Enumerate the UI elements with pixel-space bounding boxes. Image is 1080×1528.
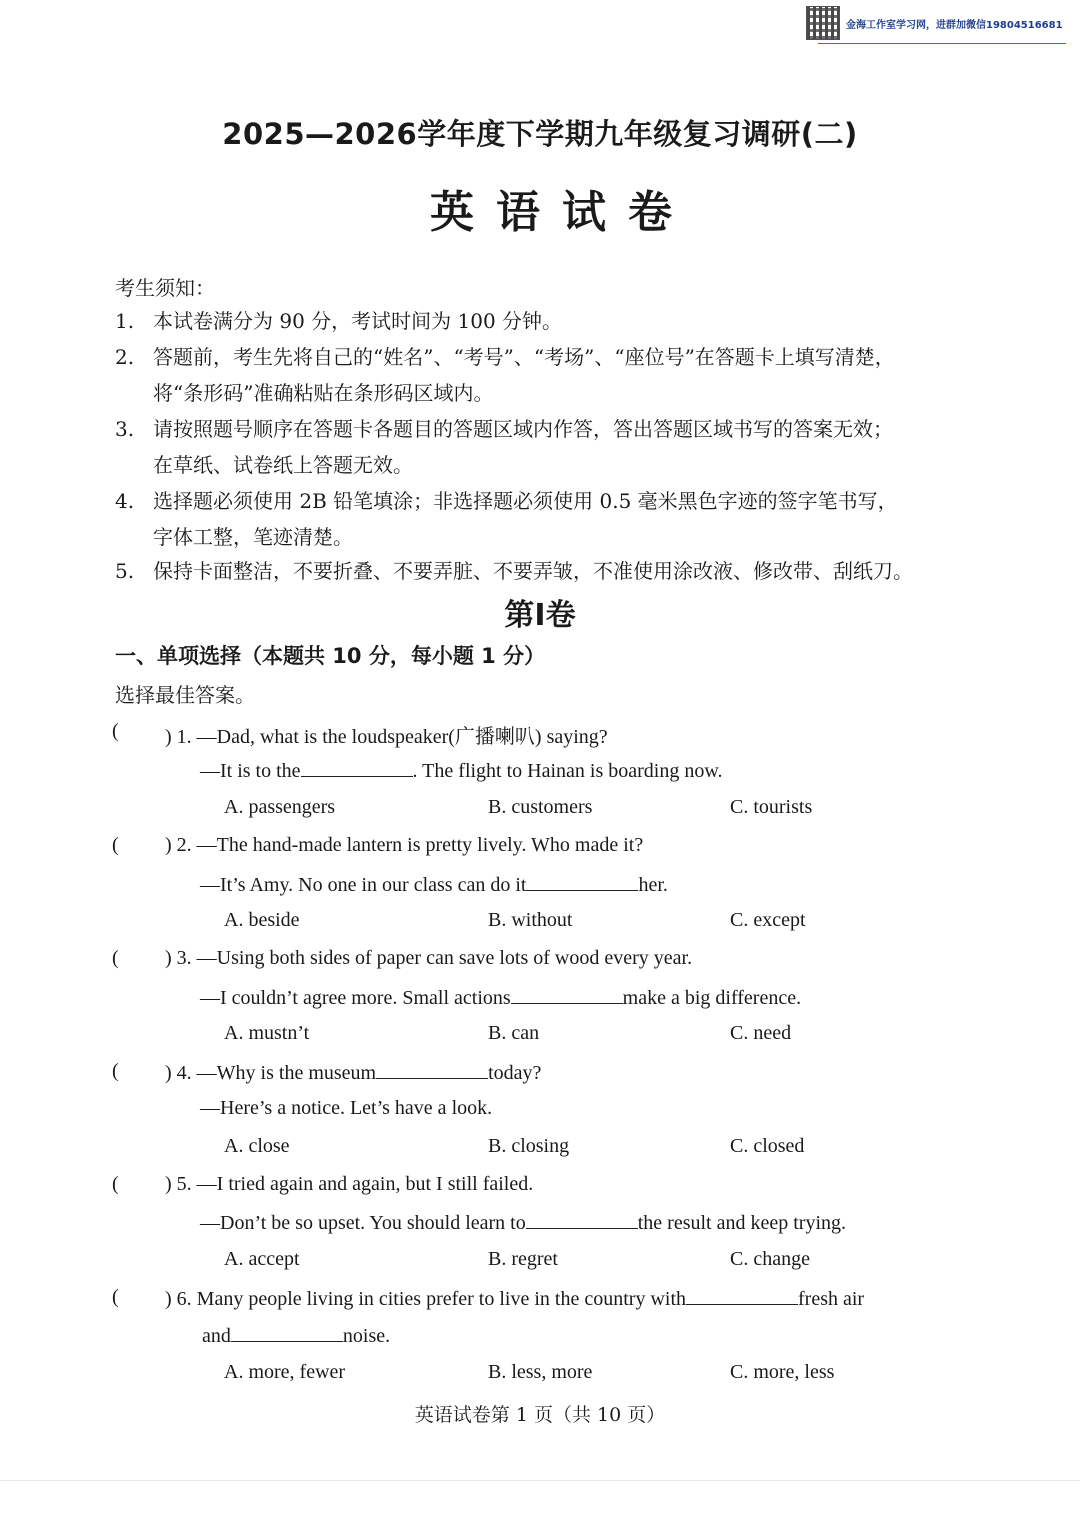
question-text: today? [488, 1062, 542, 1084]
question-number: ) 2. [165, 834, 192, 856]
exam-title: 2025—2026学年度下学期九年级复习调研(二) [222, 117, 858, 151]
question-number: ) 6. [165, 1288, 192, 1310]
question-number: ) 5. [165, 1173, 192, 1195]
answer-paren: ( [112, 1286, 119, 1308]
question-4-stem [165, 1060, 541, 1085]
answer-paren: ( [112, 1060, 119, 1082]
option-b: B. closing [488, 1135, 570, 1157]
response-text: make a big difference. [622, 987, 802, 1009]
option-a: A. more, fewer [224, 1361, 346, 1383]
page-bottom-divider [0, 1480, 1080, 1481]
answer-blank [511, 985, 623, 1004]
question-text: fresh air [798, 1288, 865, 1310]
option-a: A. mustn’t [224, 1022, 310, 1044]
option-c: C. closed [730, 1135, 805, 1157]
question-text: noise. [342, 1325, 391, 1347]
section-title: 一、单项选择（本题共 10 分，每小题 1 分） [115, 644, 546, 668]
question-number: ) 3. [165, 947, 192, 969]
notice-text: 保持卡面整洁，不要折叠、不要弄脏、不要弄皱，不准使用涂改液、修改带、刮纸刀。 [153, 559, 913, 583]
answer-paren: ( [112, 834, 119, 856]
question-5-stem [165, 1173, 533, 1196]
option-a: A. beside [224, 909, 300, 931]
response-text: —Don’t be so upset. You should learn to [200, 1212, 526, 1234]
question-number: ) 4. [165, 1062, 192, 1084]
option-a: A. close [224, 1135, 290, 1157]
question-number: ) 1. [165, 726, 192, 748]
subject-title: 英语试卷 [430, 187, 694, 238]
question-text: Many people living in cities prefer to live in the country with [196, 1288, 686, 1310]
response-text: —It is to the [200, 760, 301, 782]
notice-number: 5. [115, 559, 135, 583]
notice-text: 答题前，考生先将自己的“姓名”、“考号”、“考场”、“座位号”在答题卡上填写清楚， [153, 345, 895, 369]
question-6-stem [165, 1286, 864, 1311]
question-text: —Dad, what is the loudspeaker(广播喇叭) saying? [196, 726, 608, 748]
option-b: B. without [488, 909, 573, 931]
option-a: A. passengers [224, 796, 336, 818]
option-a: A. accept [224, 1248, 300, 1270]
option-c: C. tourists [730, 796, 813, 818]
answer-blank [686, 1286, 798, 1305]
question-1-stem [165, 720, 608, 749]
question-3-response [200, 985, 801, 1010]
question-4-response [200, 1097, 492, 1120]
notice-number: 1. [115, 309, 135, 333]
answer-paren: ( [112, 1173, 119, 1195]
notice-text: 将“条形码”准确粘贴在条形码区域内。 [153, 381, 494, 405]
answer-blank [526, 872, 638, 891]
notice-number: 4. [115, 489, 135, 513]
option-b: B. regret [488, 1248, 558, 1270]
question-1-response [200, 758, 723, 783]
response-text: —Here’s a notice. Let’s have a look. [200, 1097, 493, 1119]
option-c: C. except [730, 909, 806, 931]
question-3-stem [165, 947, 692, 970]
question-2-response [200, 872, 668, 897]
page-footer: 英语试卷第 1 页（共 10 页） [414, 1404, 666, 1426]
question-2-stem [165, 834, 643, 857]
notice-text: 选择题必须使用 2B 铅笔填涂；非选择题必须使用 0.5 毫米黑色字迹的签字笔书写， [153, 489, 898, 513]
notice-text: 请按照题号顺序在答题卡各题目的答题区域内作答，答出答题区域书写的答案无效； [153, 417, 893, 441]
response-text: . The flight to Hainan is boarding now. [412, 760, 723, 782]
notice-number: 2. [115, 345, 135, 369]
qr-code-icon [806, 6, 840, 40]
option-b: B. less, more [488, 1361, 593, 1383]
question-text: —I tried again and again, but I still failed. [196, 1173, 534, 1195]
notice-text: 在草纸、试卷纸上答题无效。 [153, 453, 413, 477]
answer-blank [526, 1210, 638, 1229]
question-text: and [202, 1325, 231, 1347]
option-c: C. need [730, 1022, 792, 1044]
header-banner-text: 金海工作室学习网，进群加微信19804516681 [846, 20, 1063, 31]
response-text: —I couldn’t agree more. Small actions [200, 987, 511, 1009]
response-text: the result and keep trying. [637, 1212, 847, 1234]
answer-blank [231, 1323, 343, 1342]
volume-title: 第Ⅰ卷 [504, 598, 576, 633]
response-text: —It’s Amy. No one in our class can do it [200, 874, 527, 896]
header-banner [806, 6, 1072, 46]
question-text: —Why is the museum [196, 1062, 377, 1084]
answer-blank [301, 758, 413, 777]
question-6-cont [202, 1323, 390, 1348]
answer-paren: ( [112, 720, 119, 742]
option-c: C. more, less [730, 1361, 835, 1383]
response-text: her. [638, 874, 668, 896]
question-5-response [200, 1210, 846, 1235]
section-instruction: 选择最佳答案。 [115, 683, 255, 707]
notice-heading: 考生须知： [115, 276, 215, 300]
option-c: C. change [730, 1248, 810, 1270]
question-text: —Using both sides of paper can save lots of wood every year. [196, 947, 693, 969]
header-divider [818, 43, 1066, 44]
notice-text: 本试卷满分为 90 分，考试时间为 100 分钟。 [153, 309, 563, 333]
option-b: B. can [488, 1022, 540, 1044]
answer-blank [376, 1060, 488, 1079]
question-text: —The hand-made lantern is pretty lively. Who made it? [196, 834, 644, 856]
option-b: B. customers [488, 796, 593, 818]
answer-paren: ( [112, 947, 119, 969]
notice-text: 字体工整，笔迹清楚。 [153, 525, 353, 549]
notice-number: 3. [115, 417, 135, 441]
